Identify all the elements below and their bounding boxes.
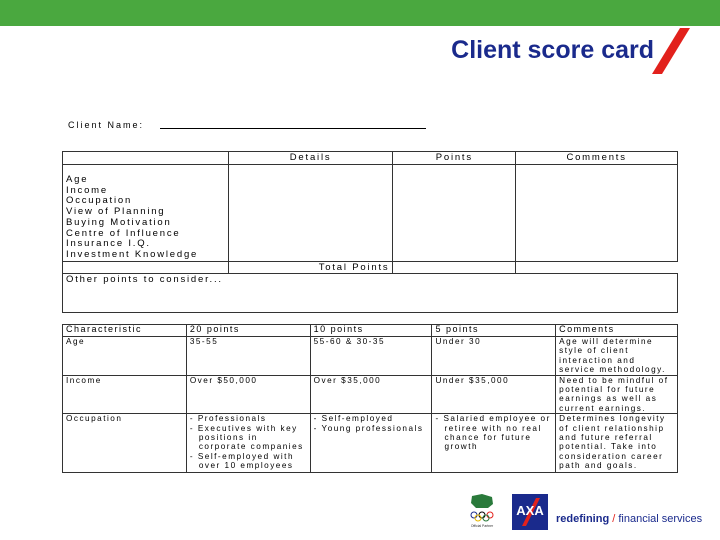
footer-logos	[462, 490, 720, 540]
bullet-item: - Salaried employee or retiree with no real chance for future growth	[435, 414, 552, 452]
table-row	[63, 375, 678, 414]
client-name-label: Client Name:	[68, 120, 145, 130]
p5-cell: Under 30	[432, 337, 556, 376]
criteria-list	[63, 165, 229, 262]
p5-cell: Under $35,000	[432, 375, 556, 414]
criterion-occupation: Occupation	[66, 195, 133, 207]
blank-header-cell	[63, 152, 229, 165]
client-name-field[interactable]	[160, 128, 426, 129]
comments-cell[interactable]	[516, 165, 678, 262]
red-slash-icon	[650, 26, 700, 76]
p10-header: 10 points	[310, 325, 432, 337]
p5-cell	[432, 414, 556, 473]
tagline	[556, 513, 702, 525]
p5-header: 5 points	[432, 325, 556, 337]
row-name: Occupation	[63, 414, 187, 473]
p10-cell	[310, 414, 432, 473]
bullet-item: - Young professionals	[314, 424, 429, 433]
tagline-rest: financial services	[618, 513, 703, 525]
bullet-item: - Executives with key positions in corporate companies	[190, 424, 307, 452]
bullet-item: - Self-employed	[314, 414, 429, 423]
criterion-investment-knowledge: Investment Knowledge	[66, 248, 199, 260]
axa-logo	[512, 494, 548, 530]
axa-wordmark: AXA	[516, 503, 544, 518]
total-blank-cell	[63, 262, 229, 274]
svg-text:Official Partner: Official Partner	[470, 524, 494, 528]
olympic-partner-logo	[468, 494, 496, 530]
bullet-item: - Self-employed with over 10 employees	[190, 452, 307, 471]
total-points-label: Total Points	[228, 262, 393, 274]
p20-cell: Over $50,000	[186, 375, 310, 414]
characteristic-header: Characteristic	[63, 325, 187, 337]
criterion-view-of-planning: View of Planning	[66, 206, 166, 218]
details-header: Details	[228, 152, 393, 165]
criterion-income: Income	[66, 184, 108, 196]
criterion-insurance-iq: Insurance I.Q.	[66, 238, 151, 250]
p10-cell: Over $35,000	[310, 375, 432, 414]
table-row	[63, 414, 678, 473]
bullet-item: - Professionals	[190, 414, 307, 423]
tagline-bold: redefining	[556, 513, 610, 525]
characteristic-table	[62, 324, 678, 473]
total-points-cell[interactable]	[393, 262, 516, 274]
criterion-age: Age	[66, 174, 89, 185]
points-header: Points	[393, 152, 516, 165]
criterion-buying-motivation: Buying Motivation	[66, 216, 172, 228]
other-points-label: Other points to consider...	[66, 274, 223, 285]
comments-header: Comments	[556, 325, 678, 337]
row-name: Income	[63, 375, 187, 414]
row-name: Age	[63, 337, 187, 376]
page-title: Client score card	[451, 36, 654, 64]
p10-cell: 55-60 & 30-35	[310, 337, 432, 376]
details-cell[interactable]	[228, 165, 393, 262]
score-table	[62, 151, 678, 313]
p20-header: 20 points	[186, 325, 310, 337]
p20-cell	[186, 414, 310, 473]
comment-cell: Age will determine style of client interaction and service methodology.	[556, 337, 678, 376]
comment-cell: Need to be mindful of potential for future earnings as well as current earnings.	[556, 375, 678, 414]
points-cell[interactable]	[393, 165, 516, 262]
table-row	[63, 337, 678, 376]
total-empty-cell	[516, 262, 678, 274]
other-points-cell[interactable]	[63, 274, 678, 313]
tagline-separator: /	[609, 513, 619, 525]
criterion-centre-of-influence: Centre of Influence	[66, 227, 181, 239]
p20-cell: 35-55	[186, 337, 310, 376]
top-green-bar	[0, 0, 720, 26]
comment-cell: Determines longevity of client relationship and future referral potential. Take into consideration career path and goals.	[556, 414, 678, 473]
comments-header: Comments	[516, 152, 678, 165]
